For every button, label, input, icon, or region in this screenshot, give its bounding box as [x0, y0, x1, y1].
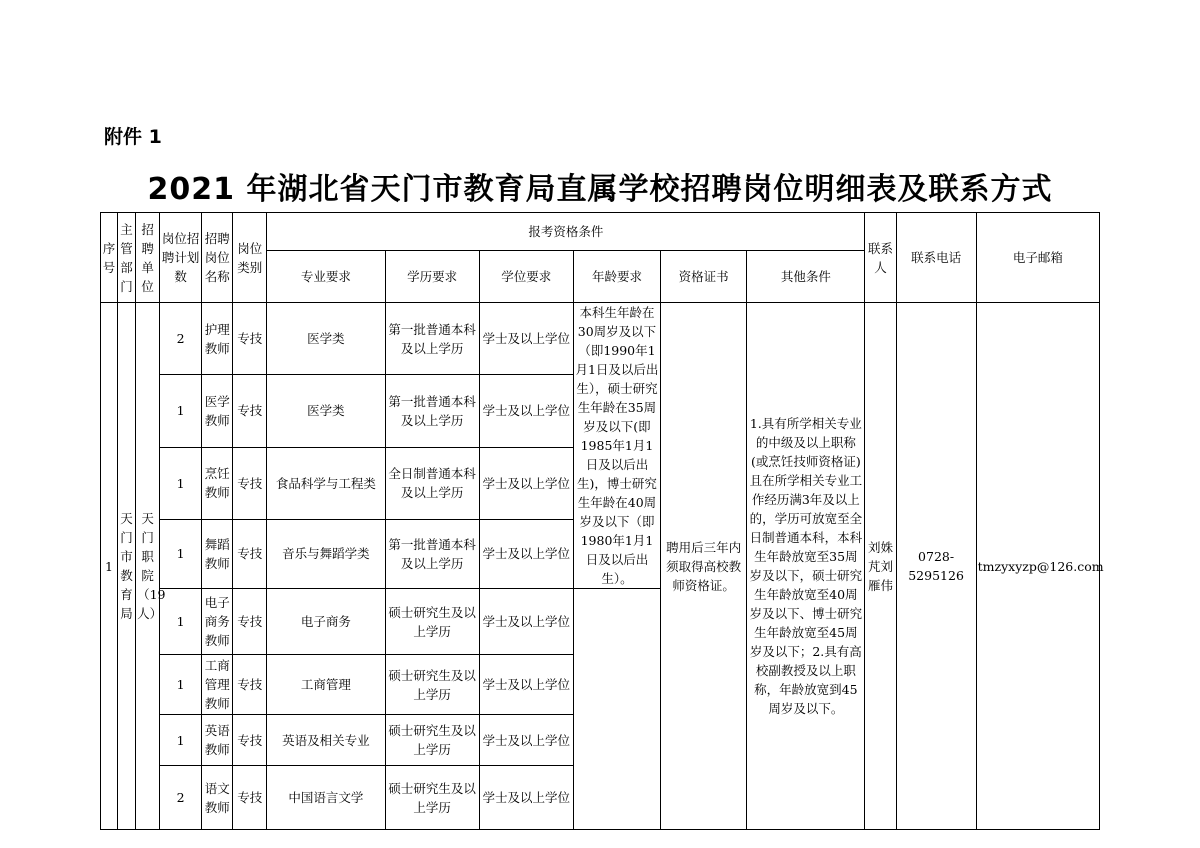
- dept-cell: 天门市教育局: [118, 303, 136, 830]
- header-major: 专业要求: [267, 251, 385, 303]
- plan-cell: 2: [160, 766, 202, 830]
- plan-cell: 1: [160, 655, 202, 715]
- degree-cell: 学士及以上学位: [479, 715, 573, 766]
- header-phone: 联系电话: [896, 213, 976, 303]
- other-conditions-cell: 1.具有所学相关专业的中级及以上职称(或烹饪技师资格证)且在所学相关专业工作经历满3年及以上的，学历可放宽至全日制普通本科，本科生年龄放宽至35周岁及以下，硕士研究生年龄放宽至40周岁及以下、博士研究生年龄放宽至45周岁及以下；2.具有高校副教授及以上职称，年龄放宽到45周岁及以下。: [747, 303, 865, 830]
- degree-cell: 学士及以上学位: [479, 375, 573, 447]
- plan-cell: 1: [160, 519, 202, 588]
- header-post-name: 招聘岗位名称: [202, 213, 233, 303]
- recruitment-table: [100, 212, 1104, 830]
- plan-cell: 1: [160, 447, 202, 519]
- header-education: 学历要求: [385, 251, 479, 303]
- header-age: 年龄要求: [573, 251, 660, 303]
- header-unit: 招聘单位: [136, 213, 160, 303]
- type-cell: 专技: [233, 655, 267, 715]
- major-cell: 工商管理: [267, 655, 385, 715]
- post-cell: 医学教师: [202, 375, 233, 447]
- degree-cell: 学士及以上学位: [479, 655, 573, 715]
- page-title: 2021 年湖北省天门市教育局直属学校招聘岗位明细表及联系方式: [147, 172, 1053, 207]
- header-qualifications: 报考资格条件: [267, 213, 865, 251]
- header-seq: 序号: [101, 213, 118, 303]
- phone-cell: 0728-5295126: [896, 303, 976, 830]
- header-contact: 联系人: [865, 213, 896, 303]
- degree-cell: 学士及以上学位: [479, 766, 573, 830]
- major-cell: 中国语言文学: [267, 766, 385, 830]
- header-email: 电子邮箱: [976, 213, 1099, 303]
- email-cell: tmzyxyzp@126.com: [976, 303, 1099, 830]
- seq-cell: 1: [101, 303, 118, 830]
- plan-cell: 1: [160, 375, 202, 447]
- post-cell: 英语教师: [202, 715, 233, 766]
- education-cell: 硕士研究生及以上学历: [385, 655, 479, 715]
- major-cell: 英语及相关专业: [267, 715, 385, 766]
- degree-cell: 学士及以上学位: [479, 589, 573, 655]
- type-cell: 专技: [233, 766, 267, 830]
- certificate-cell: 聘用后三年内须取得高校教师资格证。: [661, 303, 747, 830]
- major-cell: 医学类: [267, 375, 385, 447]
- age-cell: 本科生年龄在30周岁及以下（即1990年1月1日及以后出生），硕士研究生年龄在35周岁及以下(即1985年1月1日及以后出生)，博士研究生年龄在40周岁及以下（即1980年1月1日及以后出生）。: [573, 303, 660, 589]
- header-other: 其他条件: [747, 251, 865, 303]
- attachment-label: 附件 1: [104, 126, 162, 148]
- post-cell: 工商管理教师: [202, 655, 233, 715]
- age-continued-cell: [573, 589, 660, 830]
- degree-cell: 学士及以上学位: [479, 519, 573, 588]
- type-cell: 专技: [233, 303, 267, 375]
- contact-cell: 刘姝芃刘雁伟: [865, 303, 896, 830]
- table-row: [101, 303, 1100, 375]
- education-cell: 第一批普通本科及以上学历: [385, 375, 479, 447]
- education-cell: 第一批普通本科及以上学历: [385, 303, 479, 375]
- type-cell: 专技: [233, 375, 267, 447]
- post-cell: 电子商务教师: [202, 589, 233, 655]
- plan-cell: 1: [160, 715, 202, 766]
- header-dept: 主管部门: [118, 213, 136, 303]
- degree-cell: 学士及以上学位: [479, 303, 573, 375]
- education-cell: 全日制普通本科及以上学历: [385, 447, 479, 519]
- major-cell: 电子商务: [267, 589, 385, 655]
- major-cell: 食品科学与工程类: [267, 447, 385, 519]
- header-plan: 岗位招聘计划数: [160, 213, 202, 303]
- education-cell: 硕士研究生及以上学历: [385, 766, 479, 830]
- major-cell: 医学类: [267, 303, 385, 375]
- unit-cell: 天门职院（19人）: [136, 303, 160, 830]
- header-degree: 学位要求: [479, 251, 573, 303]
- degree-cell: 学士及以上学位: [479, 447, 573, 519]
- type-cell: 专技: [233, 447, 267, 519]
- post-cell: 烹饪教师: [202, 447, 233, 519]
- post-cell: 语文教师: [202, 766, 233, 830]
- type-cell: 专技: [233, 519, 267, 588]
- header-certificate: 资格证书: [661, 251, 747, 303]
- post-cell: 护理教师: [202, 303, 233, 375]
- plan-cell: 2: [160, 303, 202, 375]
- major-cell: 音乐与舞蹈学类: [267, 519, 385, 588]
- type-cell: 专技: [233, 589, 267, 655]
- post-cell: 舞蹈教师: [202, 519, 233, 588]
- education-cell: 硕士研究生及以上学历: [385, 589, 479, 655]
- header-post-type: 岗位类别: [233, 213, 267, 303]
- education-cell: 第一批普通本科及以上学历: [385, 519, 479, 588]
- plan-cell: 1: [160, 589, 202, 655]
- education-cell: 硕士研究生及以上学历: [385, 715, 479, 766]
- header-row-1: [101, 213, 1100, 251]
- type-cell: 专技: [233, 715, 267, 766]
